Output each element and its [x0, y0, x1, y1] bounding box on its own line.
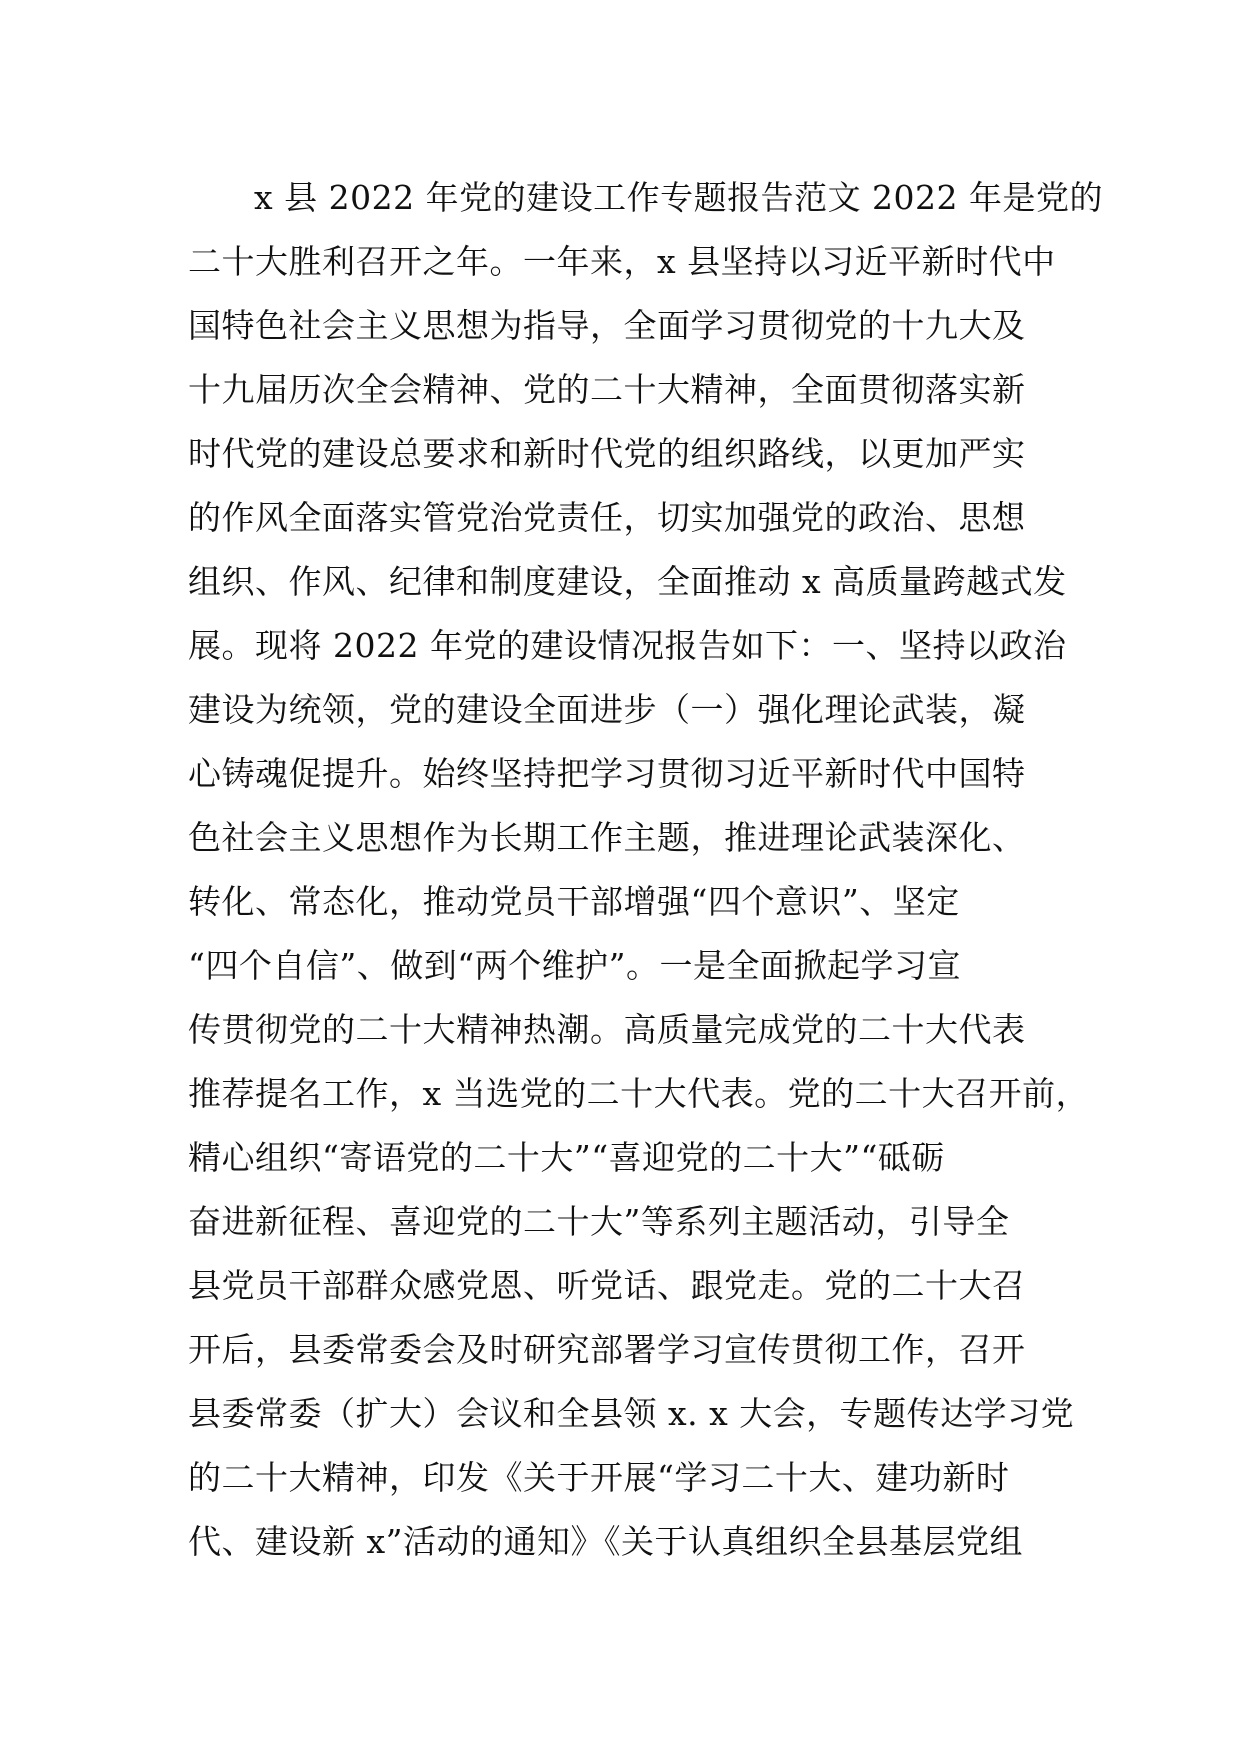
text-line: 时代党的建设总要求和新时代党的组织路线，以更加严实	[188, 434, 1026, 473]
text-line: x 县 2022 年党的建设工作专题报告范文 2022 年是党的	[254, 178, 1104, 217]
text-line: 色社会主义思想作为长期工作主题，推进理论武装深化、	[188, 818, 1026, 857]
text-line: 奋进新征程、喜迎党的二十大”等系列主题活动，引导全	[188, 1202, 1010, 1241]
text-line: 的作风全面落实管党治党责任，切实加强党的政治、思想	[188, 498, 1026, 537]
text-line: 县委常委（扩大）会议和全县领 x. x 大会，专题传达学习党	[188, 1394, 1075, 1433]
text-line: 转化、常态化，推动党员干部增强“四个意识”、坚定	[188, 882, 960, 921]
text-line: 的二十大精神，印发《关于开展“学习二十大、建功新时	[188, 1458, 1010, 1497]
text-line: 传贯彻党的二十大精神热潮。高质量完成党的二十大代表	[188, 1010, 1026, 1049]
text-line: 二十大胜利召开之年。一年来，x 县坚持以习近平新时代中	[188, 242, 1056, 281]
report-body-text	[188, 166, 1104, 1574]
text-line: 开后，县委常委会及时研究部署学习宣传贯彻工作，召开	[188, 1330, 1026, 1369]
text-line: 代、建设新 x”活动的通知》《关于认真组织全县基层党组	[188, 1522, 1023, 1561]
text-line: 国特色社会主义思想为指导，全面学习贯彻党的十九大及	[188, 306, 1026, 345]
text-line: 县党员干部群众感党恩、听党话、跟党走。党的二十大召	[188, 1266, 1026, 1305]
text-line: 展。现将 2022 年党的建设情况报告如下：一、坚持以政治	[188, 626, 1067, 665]
text-line: 组织、作风、纪律和制度建设，全面推动 x 高质量跨越式发	[188, 562, 1067, 601]
text-line: 心铸魂促提升。始终坚持把学习贯彻习近平新时代中国特	[188, 754, 1026, 793]
text-line: “四个自信”、做到“两个维护”。一是全面掀起学习宣	[188, 946, 961, 985]
text-line: 十九届历次全会精神、党的二十大精神，全面贯彻落实新	[188, 370, 1026, 409]
text-line: 推荐提名工作，x 当选党的二十大代表。党的二十大召开前，	[188, 1074, 1090, 1113]
text-line: 精心组织“寄语党的二十大”“喜迎党的二十大”“砥砺	[188, 1138, 945, 1177]
text-line: 建设为统领，党的建设全面进步（一）强化理论武装，凝	[188, 690, 1026, 729]
